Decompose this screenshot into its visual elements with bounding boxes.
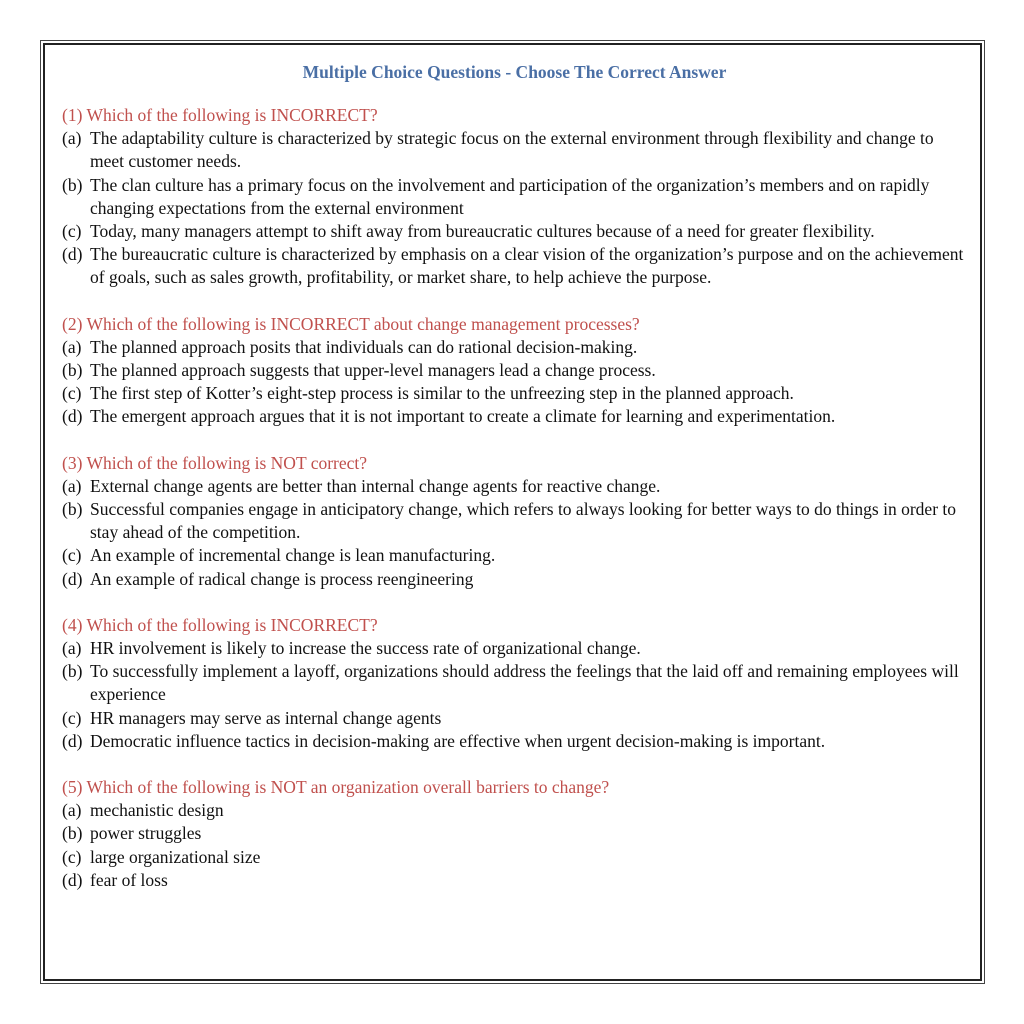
question-prompt: (4) Which of the following is INCORRECT? [62, 614, 378, 635]
option-letter: (b) [62, 360, 83, 381]
option-letter: (b) [62, 661, 83, 682]
question-5 [62, 776, 967, 892]
page-title: Multiple Choice Questions - Choose The Correct Answer [302, 62, 727, 82]
answer-option [62, 637, 967, 660]
option-text: Democratic influence tactics in decision-making are effective when urgent decision-making is important. [90, 730, 826, 751]
answer-option [62, 336, 967, 359]
answer-option [62, 359, 967, 382]
answer-option [62, 799, 967, 822]
option-text: The clan culture has a primary focus on the involvement and participation of the organization’s members and on rapidly changing expectations from the external environment [90, 174, 930, 218]
option-letter: (a) [62, 128, 82, 149]
answer-option [62, 382, 967, 405]
question-prompt: (2) Which of the following is INCORRECT about change management processes? [62, 313, 640, 334]
answer-option [62, 707, 967, 730]
option-text: HR managers may serve as internal change agents [90, 707, 442, 728]
question-prompt: (1) Which of the following is INCORRECT? [62, 105, 378, 125]
option-letter: (c) [62, 221, 82, 242]
option-letter: (b) [62, 823, 83, 844]
option-text: The bureaucratic culture is characterized by emphasis on a clear vision of the organization’s purpose and on the achievement of goals, such as sales growth, profitability, or market share, to help achieve the purpose. [90, 244, 964, 288]
question-1 [62, 104, 967, 290]
option-letter: (c) [62, 545, 82, 566]
answer-option [62, 127, 967, 173]
option-text: The planned approach posits that individuals can do rational decision-making. [90, 336, 638, 357]
question-4 [62, 614, 967, 753]
option-letter: (c) [62, 383, 82, 404]
answer-option [62, 220, 967, 243]
question-prompt: (3) Which of the following is NOT correct? [62, 452, 368, 473]
option-letter: (a) [62, 336, 82, 357]
question-2 [62, 313, 967, 429]
option-text: Today, many managers attempt to shift away from bureaucratic cultures because of a need for greater flexibility. [90, 221, 875, 242]
option-text: The adaptability culture is characterized by strategic focus on the external environment through flexibility and change to meet customer needs. [90, 128, 934, 172]
answer-option [62, 498, 967, 544]
answer-option [62, 846, 967, 869]
option-text: To successfully implement a layoff, organizations should address the feelings that the laid off and remaining employees will experience [90, 661, 959, 705]
option-text: HR involvement is likely to increase the success rate of organizational change. [90, 638, 641, 659]
answer-option [62, 869, 967, 892]
option-letter: (d) [62, 869, 83, 890]
option-text: fear of loss [90, 869, 168, 890]
answer-option [62, 730, 967, 753]
option-text: The planned approach suggests that upper-level managers lead a change process. [90, 360, 656, 381]
question-3 [62, 452, 967, 591]
option-text: External change agents are better than internal change agents for reactive change. [90, 475, 661, 496]
option-text: The first step of Kotter’s eight-step process is similar to the unfreezing step in the planned approach. [90, 383, 794, 404]
option-letter: (d) [62, 244, 83, 265]
answer-option [62, 822, 967, 845]
answer-option [62, 568, 967, 591]
option-letter: (a) [62, 638, 82, 659]
answer-option [62, 405, 967, 428]
answer-option [62, 544, 967, 567]
option-letter: (a) [62, 800, 82, 821]
option-letter: (b) [62, 174, 83, 195]
option-text: The emergent approach argues that it is not important to create a climate for learning and experimentation. [90, 406, 836, 427]
option-letter: (c) [62, 846, 82, 867]
option-text: power struggles [90, 823, 202, 844]
option-text: Successful companies engage in anticipatory change, which refers to always looking for better ways to do things in order to stay ahead of the competition. [90, 499, 957, 543]
option-text: large organizational size [90, 846, 261, 867]
option-text: mechanistic design [90, 800, 224, 821]
answer-option [62, 174, 967, 220]
option-letter: (d) [62, 568, 83, 589]
answer-option [62, 660, 967, 706]
answer-option [62, 475, 967, 498]
option-letter: (d) [62, 730, 83, 751]
document-body [62, 60, 967, 915]
option-letter: (b) [62, 499, 83, 520]
option-text: An example of radical change is process reengineering [90, 568, 474, 589]
question-prompt: (5) Which of the following is NOT an organization overall barriers to change? [62, 777, 610, 798]
option-text: An example of incremental change is lean manufacturing. [90, 545, 496, 566]
option-letter: (c) [62, 707, 82, 728]
option-letter: (a) [62, 475, 82, 496]
answer-option [62, 243, 967, 289]
option-letter: (d) [62, 406, 83, 427]
